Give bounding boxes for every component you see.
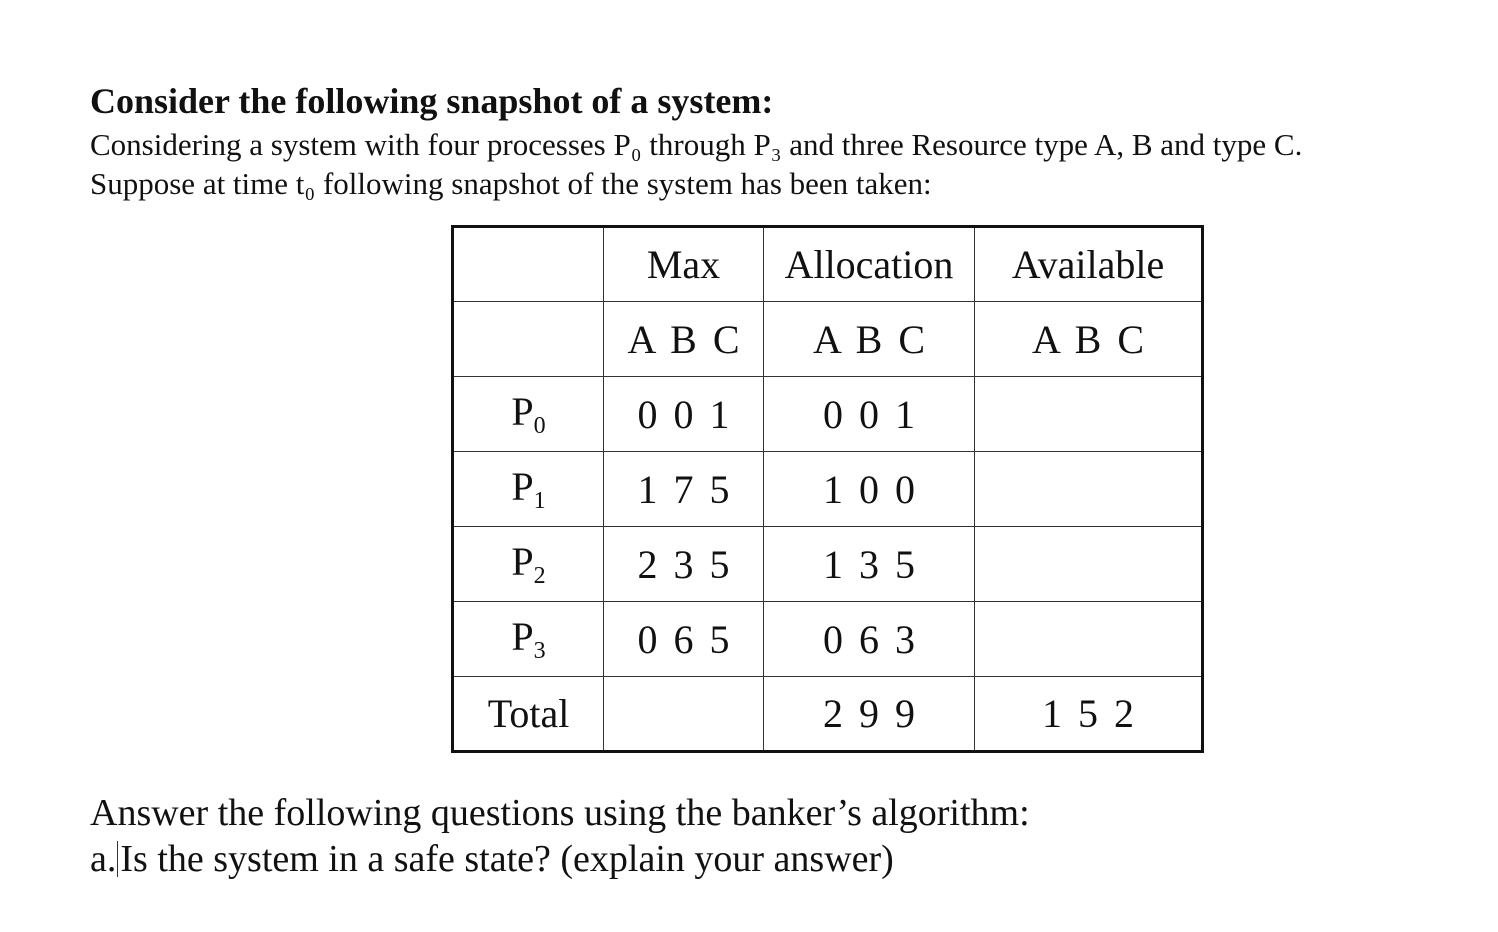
header-row [453, 227, 1203, 302]
heading: Consider the following snapshot of a system: [90, 81, 774, 121]
available-cell [975, 377, 1203, 452]
header-blank-cell [453, 227, 604, 302]
table-row [453, 602, 1203, 677]
table-row [453, 377, 1203, 452]
max-cell: 1 7 5 [604, 452, 764, 527]
total-allocation: 2 9 9 [764, 677, 975, 752]
available-resource-labels: A B C [975, 302, 1203, 377]
header-allocation: Allocation [764, 227, 975, 302]
text-cursor [117, 841, 118, 877]
resource-label-row [453, 302, 1203, 377]
question-a-text: Is the system in a safe state? (explain your answer) [120, 838, 894, 880]
table-row [453, 527, 1203, 602]
total-max [604, 677, 764, 752]
available-cell [975, 452, 1203, 527]
intro-paragraph [90, 125, 1302, 203]
total-label: Total [453, 677, 604, 752]
header-available: Available [975, 227, 1203, 302]
intro-line-1: Considering a system with four processes P₀ through P₃ and three Resource type A, B and type C. [90, 127, 1303, 162]
max-cell: 0 0 1 [604, 377, 764, 452]
resource-blank-cell [453, 302, 604, 377]
available-cell [975, 602, 1203, 677]
question-a-marker: a. [90, 838, 117, 880]
table-row [453, 452, 1203, 527]
max-cell: 2 3 5 [604, 527, 764, 602]
header-max: Max [604, 227, 764, 302]
process-name: $P_2$ [453, 527, 604, 602]
allocation-cell: 1 3 5 [764, 527, 975, 602]
intro-line-2: Suppose at time t₀ following snapshot of the system has been taken: [90, 166, 932, 201]
total-available: 1 5 2 [975, 677, 1203, 752]
available-cell [975, 527, 1203, 602]
allocation-resource-labels: A B C [764, 302, 975, 377]
process-name: $P_0$ [453, 377, 604, 452]
allocation-cell: 0 6 3 [764, 602, 975, 677]
max-resource-labels: A B C [604, 302, 764, 377]
allocation-cell: 1 0 0 [764, 452, 975, 527]
allocation-cell: 0 0 1 [764, 377, 975, 452]
snapshot-table [451, 225, 1204, 753]
process-name: $P_3$ [453, 602, 604, 677]
max-cell: 0 6 5 [604, 602, 764, 677]
questions-prompt: Answer the following questions using the banker’s algorithm: [90, 792, 1030, 834]
question-a [90, 836, 1030, 882]
total-row [453, 677, 1203, 752]
questions-section [90, 790, 1030, 882]
process-name: $P_1$ [453, 452, 604, 527]
